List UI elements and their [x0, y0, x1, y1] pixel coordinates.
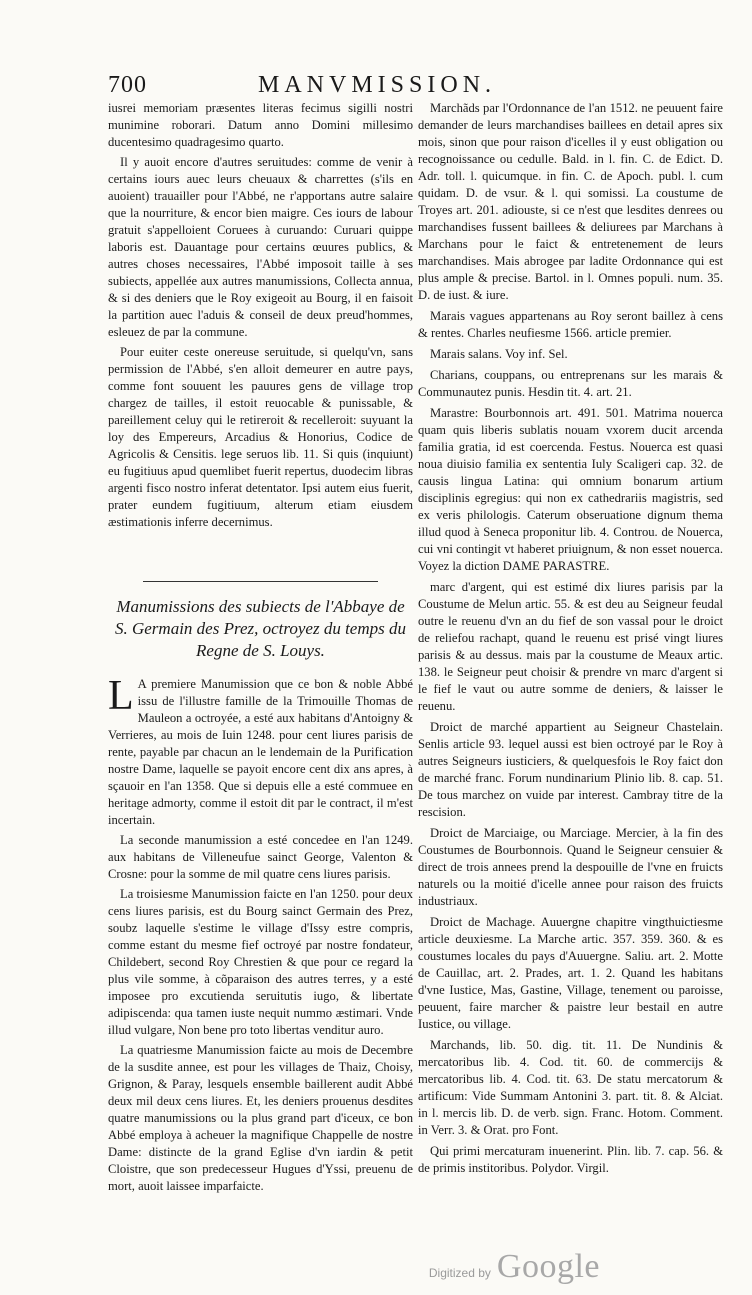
dictionary-entry: Droict de Machage. Auuergne chapitre vingthuictiesme article deuxiesme. La Marche artic. 357. 359. 360. & es coustumes locales du pays d'Auuergne. Saliu. art. 2. Motte de Cauillac, art. 2. Prades, art. 1. 2. Quand les habitans d'vne Iustice, Mas, Gastine, Village, tenement ou paroisse, peuuent, faire marcher & paistre leur bestail en autre Iustice, ou village.: [418, 915, 723, 1031]
paragraph-text: A premiere Manumission que ce bon & noble Abbé issu de l'illustre famille de la Trimouille Thomas de Mauleon a octroyée, a esté aux habitans d'Antoigny & Verrieres, au mois de Iuin 1248. pour cent liures parisis de rente, payable par chacun an le lendemain de la Purification nostre Dame, laquelle se payoit encore cent dix ans apres, à sçauoir en l'an 1358. Que si depuis elle a esté commuee en heritage admorty, comme il estoit dit par le contract, il m'est incertain.: [108, 677, 413, 827]
google-logo: Google: [496, 1248, 600, 1285]
dictionary-entry: Charians, couppans, ou entreprenans sur les marais & Communautez punis. Hesdin tit. 4. art. 21.: [418, 368, 723, 399]
dictionary-entry: Marais salans. Voy inf. Sel.: [430, 347, 568, 361]
dictionary-entry: Marais vagues appartenans au Roy seront baillez à cens & rentes. Charles neufiesme 1566. article premier.: [418, 309, 723, 340]
dictionary-entry: Marchands, lib. 50. dig. tit. 11. De Nundinis & mercatoribus lib. 4. Cod. tit. 60. de commercijs & mercatoribus lib. 4. Cod. tit. 63. De statu mercatorum & artificum: Vide Summam Antonini 3. part. tit. 8. & Alciat. in l. mercis lib. D. de verb. sign. Franc. Hotom. Comment. in Verr. 3. & Orat. pro Font.: [418, 1038, 723, 1137]
right-column: [418, 100, 723, 1181]
dictionary-entry: Marastre: Bourbonnois art. 491. 501. Matrima nouerca quam quis liberis sublatis nouam vxorem ducit arcenda familia gratia, id est coercenda. Festus. Nouerca est quasi noua diuisio familia ex sententia Iuly Scaligeri cap. 32. de causis lingua Latina: qui omnium bonarum artium disciplinis egregius: qui non ex cathedrariis magistris, sed ex veris philologis. Caterum obseruatione dignum thema illud quod à Seneca proponitur lib. 4. Controu. de Nouerca, cui vni contingit vt haberet priuignum, & non esset nouerca. Voyez la diction DAME PARASTRE.: [418, 406, 723, 573]
drop-cap: L: [108, 673, 134, 719]
dictionary-entry: marc d'argent, qui est estimé dix liures parisis par la Coustume de Melun artic. 55. & est deu au Seigneur feudal outre le reuenu d'vn an du fief de son vassal pour le droict de reliefou rachapt, quand le reuenu est prisé vingt liures parisis & au dessus. mais par la coustume de Meaux artic. 138. le Seigneur peut choisir & prendre vn marc d'argent si le fief le vaut ou autre somme de deniers, & laisser le reuenu.: [418, 580, 723, 713]
page-number: 700: [108, 72, 147, 98]
page-header: [108, 72, 708, 102]
section-heading: Manumissions des subiects de l'Abbaye de S. Germain des Prez, octroyez du temps du Regne de S. Louys.: [114, 597, 406, 660]
watermark-prefix: Digitized by: [428, 1266, 491, 1280]
left-column: [108, 100, 413, 1198]
running-title: MANVMISSION.: [258, 72, 497, 98]
paragraph: La seconde manumission a esté concedee en l'an 1249. aux habitans de Villeneufue sainct George, Valenton & Crosne: pour la somme de mil quatre cens liures parisis.: [108, 833, 413, 881]
section-divider: [143, 581, 378, 582]
paragraph: [108, 673, 413, 829]
paragraph: Pour euiter ceste onereuse seruitude, si quelqu'vn, sans permission de l'Abbé, s'en alloit demeurer en autre pays, comme font souuent les pauures gens de village trop chargez de tailles, il estoit reuocable & punissable, & pareillement celuy qui le retireroit & recelleroit: suyuant la loy des Empereurs, Arcadius & Honorius, Codice de Agricolis & Censitis. lege seruos lib. 11. Si quis (inquiunt) eu fugitiuus apud quemlibet fuerit repertus, duodecim libras argenti fisco nostro inferat detentator. Ipsi autem eius fuerit, prater eundem fugitiuum, alterum etiam eiusdem æstimationis inferre decernimus.: [108, 345, 413, 529]
paragraph: iusrei memoriam præsentes literas fecimus sigilli nostri munimine roborari. Datum anno Domini millesimo ducentesimo quadragesimo quarto.: [108, 101, 413, 149]
dictionary-entry: Qui primi mercaturam inuenerint. Plin. lib. 7. cap. 56. & de primis institoribus. Polydor. Virgil.: [418, 1144, 723, 1175]
dictionary-entry: Droict de Marciaige, ou Marciage. Mercier, à la fin des Coustumes de Bourbonnois. Quand le Seigneur censuier & direct de trois annees prend la despouille de l'vne en fruicts naturels ou la moitié d'icelle annee pour raison des fruicts industriaux.: [418, 826, 723, 908]
paragraph: La quatriesme Manumission faicte au mois de Decembre de la susdite annee, est pour les villages de Thaiz, Choisy, Grignon, & Paray, lesquels ensemble baillerent audit Abbé deux mil deux cens liures. Et, les deniers prouenus desdites quatre manumissions ou la plus grand part d'iceux, ce bon Abbé employa à acheuer la magnifique Chappelle de nostre Dame: distincte de la grand Eglise d'vn iardin & petit Cloistre, que son predecesseur Hugues d'Yssi, preuenu de mort, auoit laissee imparfaicte.: [108, 1043, 413, 1193]
dictionary-entry: Marchãds par l'Ordonnance de l'an 1512. ne peuuent faire demander de leurs marchandises baillees en detail apres six mois, sinon que pour raison d'icelles il y eust obligation ou recognoissance ou cedulle. Bald. in l. fin. C. de Edict. D. Adr. toll. l. quicumque. in fin. C. de Apoch. publ. l. cum quidam. D. de vsur. & l. qui somissi. La coustume de Troyes art. 201. adiouste, si ce n'est que lesdites denrees ou marchandises fussent baillees & deliurees par Marchans à Marchans pour le faict & entretenement de leurs marchandises. Mais abrogee par ladite Ordonnance qui est plus ample & precise. Bartol. in l. Omnes populi. num. 35. D. de iust. & iure.: [418, 101, 723, 302]
paragraph: Il y auoit encore d'autres seruitudes: comme de venir à certains iours auec leurs cheuaux & charrettes (s'ils en auoient) trauailler pour l'Abbé, ne r'apportans autre salaire que la nourriture, & encor bien maigre. Ces iours de labour gratuit s'appelloient Coruees à curuando: Curuari quippe laboris est. Dauantage pour certains œuures publics, & autres choses necessaires, l'Abbé imposoit taille à ses subiects, appellée aux autres manumissions, Collecta annua, & si des deniers que le Roy exigeoit au Bourg, il en faisoit la partition auec l'aduis & conseil de deux preud'hommes, esleuez de par la commune.: [108, 155, 413, 339]
digitization-watermark: [429, 1248, 600, 1286]
dictionary-entry: Droict de marché appartient au Seigneur Chastelain. Senlis article 93. lequel aussi est bien octroyé par le Roy à autres Seigneurs iusticiers, & quelquesfois le Roy faict don de marché franc. Forum nundinarium Plinio lib. 8. cap. 51. De tous marchez on vuide par interest. Cambray titre de la rescision.: [418, 720, 723, 819]
paragraph: La troisiesme Manumission faicte en l'an 1250. pour deux cens liures parisis, est du Bourg sainct Germain des Prez, soubz laquelle s'estime le village d'Issy estre compris, comme estant du mesme fief octroyé par nostre fondateur, Childebert, second Roy Chrestien & que pour ce regard la plus vile somme, à cõparaison des autres terres, y a esté imposee pro excutienda seruitutis iugo, & libertate adipiscenda: qua tamen iuste nequit nummo æstimari. Vnde illud vulgare, Non bene pro toto libertas venditur auro.: [108, 887, 413, 1037]
